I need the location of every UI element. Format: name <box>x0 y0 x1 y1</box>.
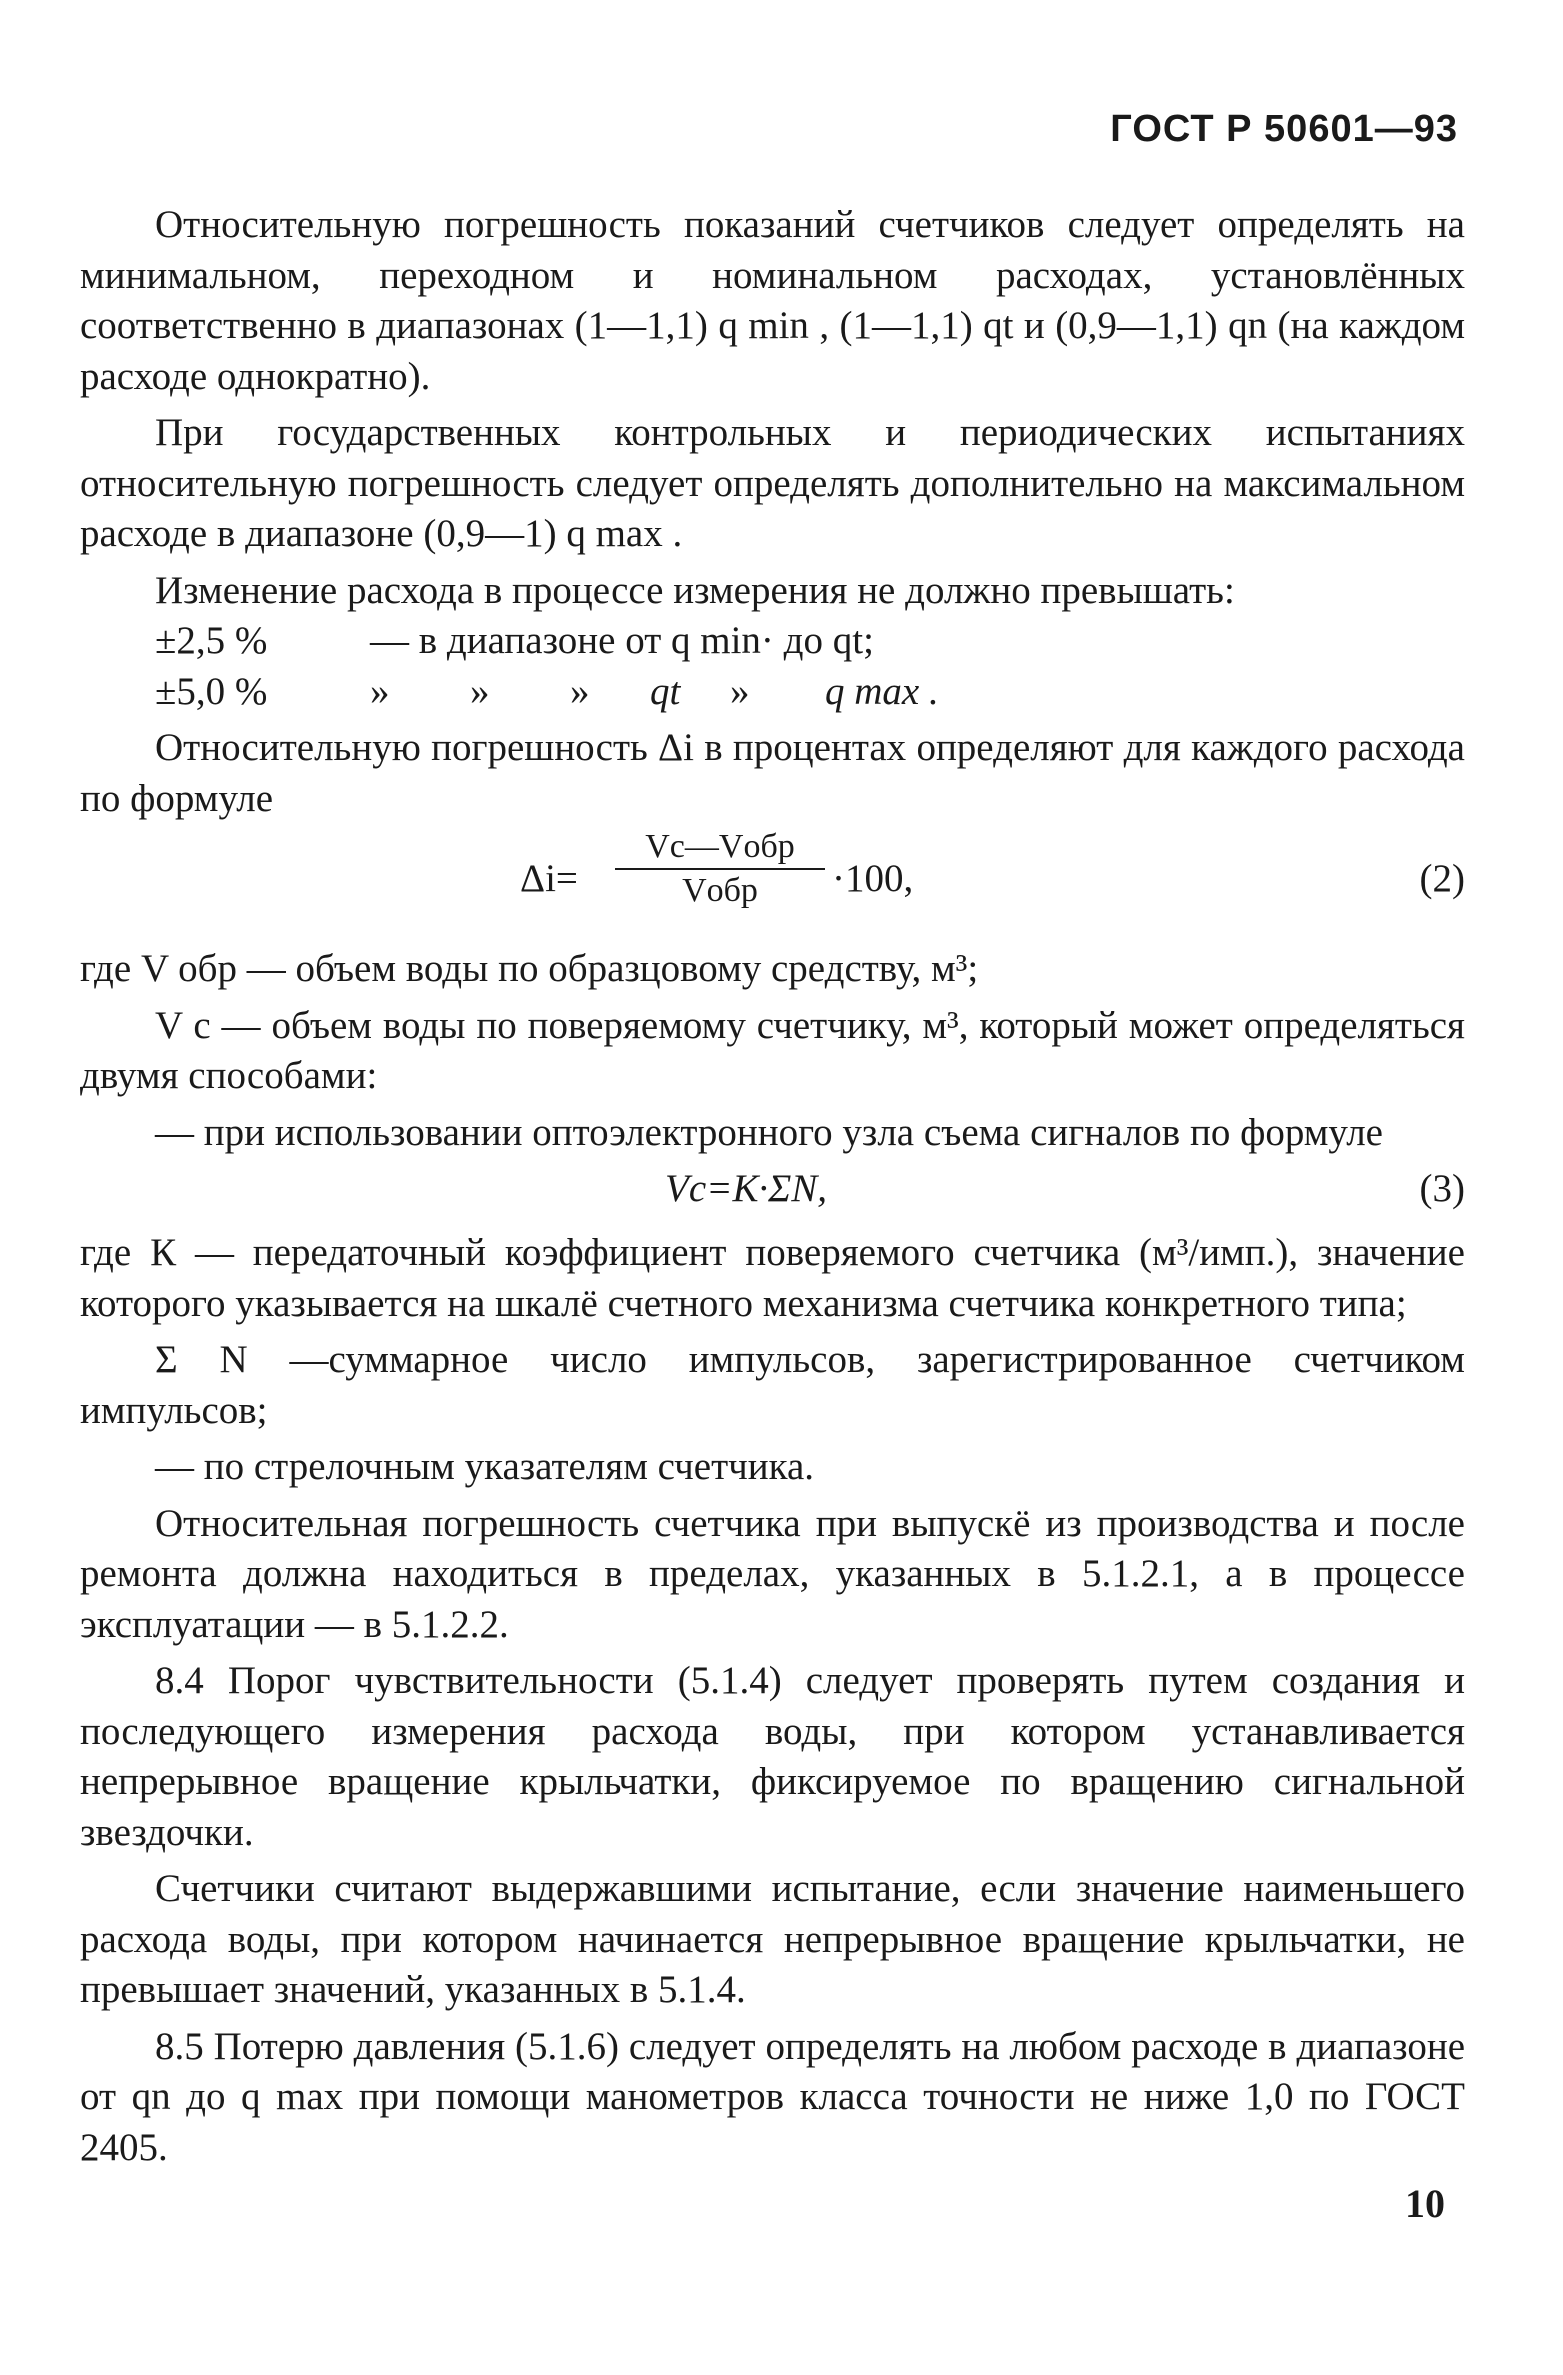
paragraph: V с — объем воды по поверяемому счетчику, м³, который может определяться двумя способами: <box>80 1003 1465 1097</box>
paragraph: — по стрелочным указателям счетчика. <box>155 1445 815 1488</box>
formula-multiplier: ·100, <box>832 857 914 900</box>
range-to: q max . <box>825 669 939 713</box>
paragraph: где К — передаточный коэффициент поверяемого счетчика (м³/имп.), значение которого указывается на шкалё счетного механизма счетчика конкретного типа; <box>80 1231 1465 1325</box>
ditto-mark: » <box>370 669 390 713</box>
paragraph: Относительную погрешность Δi в процентах определяют для каждого расхода по формуле <box>80 726 1465 820</box>
paragraph: Σ N —суммарное число импульсов, зарегистрированное счетчиком импульсов; <box>80 1338 1465 1432</box>
paragraph: 8.5 Потерю давления (5.1.6) следует определять на любом расходе в диапазоне от qn до q max при помощи манометров класса точности не ниже 1,0 по ГОСТ 2405. <box>80 2024 1465 2169</box>
paragraph: Относительную погрешность показаний счетчиков следует определять на минимальном, переходном и номинальном расходах, установлённых соответственно в диапазонах (1—1,1) q min , (1—1,1) qt и (0,9—1,1) qn (на каждом расходе однократно). <box>80 203 1465 398</box>
formula-denominator: Vобр <box>682 872 758 909</box>
paragraph: 8.4 Порог чувствительности (5.1.4) следует проверять путем создания и последующего измерения расхода воды, при котором устанавливается непрерывное вращение крыльчатки, фиксируемое по вращению сигнальной звездочки. <box>80 1659 1465 1854</box>
formula-2 <box>80 826 1465 934</box>
document-body <box>80 200 1465 2179</box>
ditto-mark: » <box>470 669 490 713</box>
paragraph: При государственных контрольных и периодических испытаниях относительную погрешность следует определять дополнительно на максимальном расходе в диапазоне (0,9—1) q max . <box>80 411 1465 555</box>
formula-number: (3) <box>1419 1167 1465 1210</box>
tolerance-range: — в диапазоне от q min· до qt; <box>370 619 874 662</box>
formula-expression: Vс=К·ΣN, <box>665 1167 828 1210</box>
tolerance-value: ±2,5 % <box>155 619 268 662</box>
document-header: ГОСТ Р 50601—93 <box>1110 108 1458 150</box>
formula-lhs: Δi= <box>520 857 578 900</box>
formula-number: (2) <box>1419 857 1465 900</box>
range-from: qt <box>650 669 681 713</box>
paragraph: где V обр — объем воды по образцовому средству, м³; <box>80 947 979 990</box>
ditto-mark: » <box>570 669 590 713</box>
ditto-mark: » <box>730 669 750 713</box>
formula-3 <box>80 1164 1465 1224</box>
formula-numerator: Vс—Vобр <box>615 826 825 870</box>
page-number: 10 <box>1405 2181 1445 2226</box>
tolerance-value: ±5,0 % <box>155 669 268 713</box>
paragraph: — при использовании оптоэлектронного узла съема сигналов по формуле <box>155 1110 1383 1154</box>
tolerance-line-2 <box>80 667 1465 718</box>
paragraph: Относительная погрешность счетчика при выпускё из производства и после ремонта должна находиться в пределах, указанных в 5.1.2.1, а в процессе эксплуатации — в 5.1.2.2. <box>80 1501 1465 1646</box>
paragraph: Счетчики считают выдержавшими испытание, если значение наименьшего расхода воды, при котором начинается непрерывное вращение крыльчатки, не превышает значений, указанных в 5.1.4. <box>80 1867 1465 2011</box>
paragraph: Изменение расхода в процессе измерения не должно превышать: <box>155 568 1235 612</box>
formula-fraction <box>615 826 825 912</box>
tolerance-line-1 <box>80 616 1465 667</box>
